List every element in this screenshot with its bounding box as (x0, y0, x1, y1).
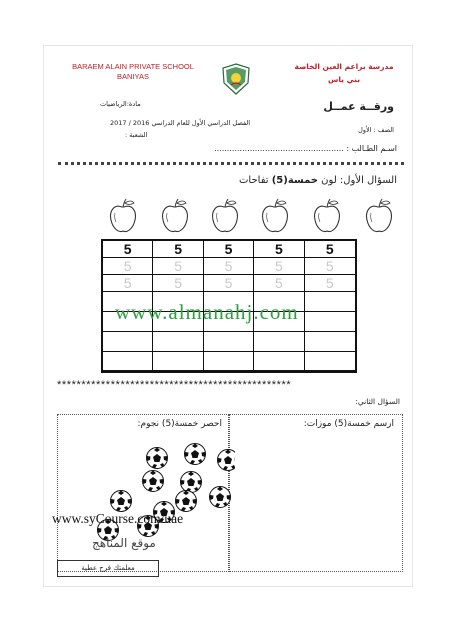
soccer-ball-icon (147, 448, 168, 469)
school-name-en (58, 62, 208, 82)
apple-icon (315, 199, 340, 232)
soccer-ball-icon (111, 491, 132, 512)
question2-title: السؤال الثاني: (355, 397, 400, 406)
dotted-divider (58, 162, 404, 169)
apple-icon (367, 199, 392, 232)
teacher-name-box: معلمتك فرح عطية (57, 560, 159, 577)
grid-cell (153, 352, 203, 371)
site-watermark: www.syCourse.com/uae (52, 511, 184, 526)
grid-cell: 5 (305, 241, 355, 258)
soccer-ball-icon (218, 450, 236, 471)
grid-cell: 5 (153, 241, 203, 258)
soccer-ball-icon (176, 491, 197, 512)
star-separator: ************************************************ (57, 379, 292, 391)
grid-cell: 5 (103, 275, 153, 292)
grid-cell (204, 332, 254, 352)
grid-cell: 5 (254, 258, 304, 275)
grid-cell: 5 (305, 258, 355, 275)
curricula-watermark: موقع المناهج (92, 536, 156, 550)
grid-cell (305, 312, 355, 332)
soccer-ball-icon (181, 472, 202, 493)
grid-cell (103, 352, 153, 371)
soccer-ball-icon (143, 471, 164, 492)
school-logo-icon (221, 63, 251, 95)
school-name-ar-line2: بني ياس (327, 75, 361, 84)
draw-bananas-label: ارسم خمسة(5) موزات: (303, 419, 394, 429)
subject-label: مادة:الرياضيات (100, 100, 141, 108)
grid-cell: 5 (204, 275, 254, 292)
grid-cell (305, 332, 355, 352)
grid-cell (204, 352, 254, 371)
apple-icon (213, 199, 238, 232)
school-name-ar (284, 60, 404, 86)
circle-stars-label: احصر خمسة(5) نجوم: (137, 419, 222, 429)
grid-cell: 5 (254, 241, 304, 258)
grid-cell: 5 (103, 241, 153, 258)
question1-prefix: السؤال الأول: لون (318, 175, 397, 186)
student-name-field[interactable]: اسـم الطـالب : ................................................... (214, 144, 397, 153)
soccer-ball-icon (185, 444, 206, 465)
grid-cell (103, 332, 153, 352)
question1-suffix: تفاحات (239, 175, 272, 186)
grid-cell (305, 292, 355, 312)
term-label: الفصل الدراسي الأول للعام الدراسي 2016 / 2017 (110, 119, 251, 127)
school-name-en-line2: BANIYAS (117, 72, 149, 81)
grid-cell: 5 (204, 258, 254, 275)
draw-bananas-box (229, 414, 403, 572)
apple-icon (111, 199, 136, 232)
grid-cell (153, 332, 203, 352)
grid-cell: 5 (254, 275, 304, 292)
grid-cell: 5 (305, 275, 355, 292)
apple-icon (163, 199, 188, 232)
grid-cell: 5 (153, 258, 203, 275)
grid-cell: 5 (103, 258, 153, 275)
grid-cell: 5 (204, 241, 254, 258)
watermark: www.almanahj.com (115, 300, 299, 324)
grid-cell (305, 352, 355, 371)
school-name-en-line1: BARAEM ALAIN PRIVATE SCHOOL (72, 62, 194, 71)
grid-cell (254, 352, 304, 371)
soccer-ball-icon (210, 487, 231, 508)
section-label: الشعبة : (125, 131, 148, 139)
grid-cell (254, 332, 304, 352)
grid-cell: 5 (153, 275, 203, 292)
worksheet-title: ورقــة عمــل (323, 100, 394, 113)
grade-label: الصف : الأول (358, 126, 394, 134)
apple-icon (263, 199, 288, 232)
apples-row (108, 196, 398, 234)
question1-bold: خمسة(5) (271, 175, 318, 186)
school-name-ar-line1: مدرسة براعم العين الخاصة (294, 62, 394, 71)
question1-title (239, 175, 397, 186)
